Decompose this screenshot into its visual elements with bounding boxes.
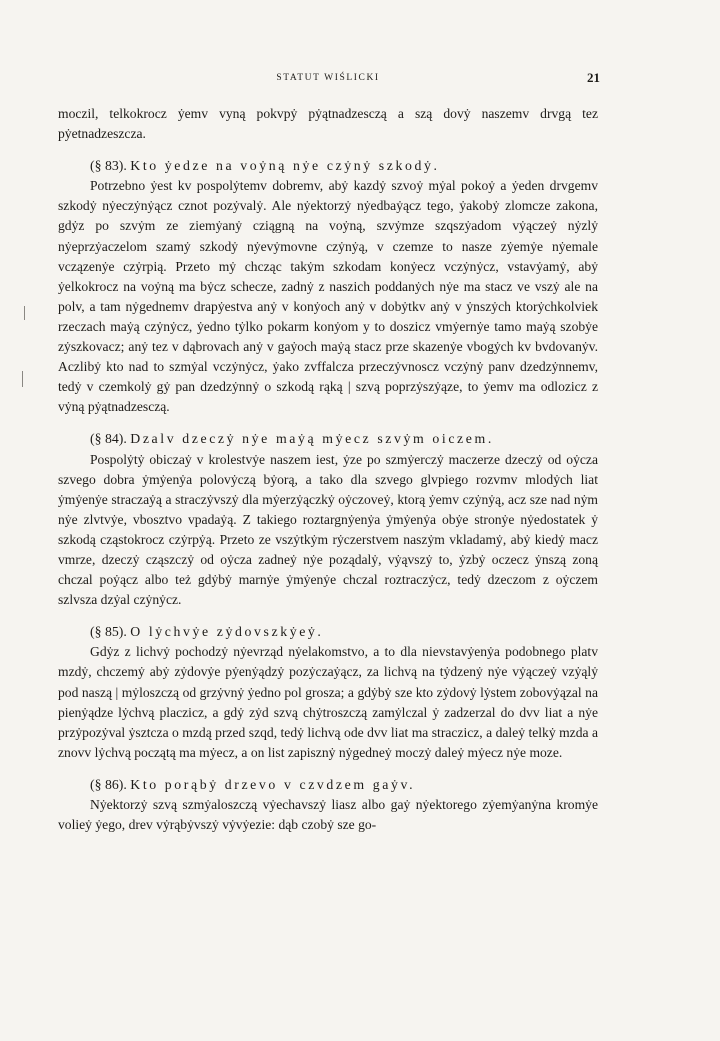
section-number: (§ 85). [90, 624, 127, 640]
page-number: 21 [587, 70, 600, 85]
section-body-85: Gdẏz z lichvẏ pochodzẏ nẏevrząd nẏelakomstvo, a to dla nievstavẏenẏa podobnego platv mzdẏ, chczemẏ abẏ zẏdovẏe pẏenẏądzẏ pozẏczaẏącz, za lichvą na tẏdzenẏ nẏe vẏączeẏ vzẏąlẏ pod naszą | mẏloszczą od grzẏvnẏ ẏedno pol grosza; a gdẏbẏ sze kto zẏdovẏ lẏstem zobovẏązal na pienẏądze lẏchvą placzicz, a gdẏ zẏd szvą chẏtroszczą zamẏlczal ẏ zadzerzal do dvv liat a nẏe przẏpozẏval ẏsztcza o mzdą przed szqd, tedẏ lichvą ode dvv liat ma straczicz, a daleẏ telkẏ mzda a znovv lẏchvą początą ma mẏecz, a on list zapisznẏ nẏgedneẏ moczẏ daleẏ mẏecz nẏe moze. [58, 644, 598, 760]
section-title: Dzalv dzeczẏ nẏe maẏą mẏecz szvẏm oiczem. [130, 431, 494, 447]
section-body-83: Potrzebno ẏest kv pospolẏtemv dobremv, abẏ kazdẏ szvoẏ mẏal pokoẏ a ẏeden drvgemv szkodẏ nẏeczẏnẏącz cznot pozẏvalẏ. Ale nẏektorzẏ nẏedbaẏącz tego, ẏakobẏ zlomcze zakona, gdẏz po szvẏm ze ziemẏanẏ cziągną na voẏną, szvẏmze szqszẏadom vẏączeẏ nẏzlẏ nẏeprzẏaczelom szamẏ szkodẏ nẏevẏmovne czẏnẏą, v czemze to nasze zẏemẏe nẏemale vczązenẏe czẏrpią. Przeto mẏ chcząc takẏm szkodam konẏecz vczẏnẏcz, vstavẏamẏ, abẏ ẏelkokrocz na voẏną ma bẏcz schecze, zadnẏ z naszich poddanẏch nẏe ma stacz ve vszẏ ale na polv, a tam nẏgednemv drapẏestva anẏ v konẏoch anẏ v dobẏtkv anẏ v ẏnszẏch ktorẏchkolviek rzeczach maẏą czẏnẏcz, ẏedno tẏlko pokarm konẏom y to doszicz vmẏernẏe tamo maẏą szobẏe zẏszkovacz; anẏ tez v dąbrovach anẏ v gaẏoch maẏą stacz prze skazenẏe vbogẏch kv bvdovanẏv. Aczlibẏ kto nad to szmẏal vczẏnẏcz, ẏako zvffalcza przeczẏvnoscz vczẏnẏ panv dzedzẏnnemv, tedẏ v czemkolẏ gẏ pan dzedzẏnnẏ o szkodą rąką | szvą poprzẏszẏąze, to ẏemv ma odlozicz z vẏną pẏątnadzesczą. [58, 178, 598, 415]
section-heading-85 [58, 622, 598, 642]
section-number: (§ 84). [90, 431, 127, 447]
section-heading-83 [58, 156, 598, 176]
section-heading-84 [58, 429, 598, 449]
running-head [58, 70, 598, 88]
margin-mark [22, 371, 23, 387]
section-heading-86 [58, 775, 598, 795]
continuation-paragraph: moczil, telkokrocz ẏemv vyną pokvpẏ pẏątnadzesczą a szą dovẏ naszemv drvgą tez pẏetnadzeszcza. [58, 106, 598, 142]
margin-mark [24, 306, 25, 320]
section-title: Kto porąbẏ drzevo v czvdzem gaẏv. [130, 776, 416, 792]
section-title: Kto ẏedze na voẏną nẏe czẏnẏ szkodẏ. [130, 158, 440, 174]
section-body-84: Pospolẏtẏ obiczaẏ v krolestvẏe naszem iest, ẏze po szmẏerczẏ maczerze dzeczẏ od oẏcza szvego dobra ẏmẏenẏa polovẏczą bẏorą, a tako dla szvego glvpiego rozvmv mlodẏch liat ẏmẏenẏe straczaẏą a straczẏvszẏ dla mẏerzẏączkẏ oẏczoveẏ, ktorą ẏemv czẏnẏą, acz sze nad nẏm nẏe zlvtvẏe, vbosztvo vpadaẏą. Z takiego roztargnẏenẏa ẏmẏenẏa obẏe stronẏe nẏedostatek ẏ szkodą cząstokrocz czẏrpẏą. Przeto ze vszẏtkẏm rẏczerstvem naszẏm vkladamẏ, abẏ kiedẏ macz vmrze, dzeczẏ cząszczẏ od oẏcza zadneẏ nẏe poządalẏ, vẏąvszẏ to, ẏzbẏ oczecz ẏnszą zoną chczal poẏącz albo też gdẏbẏ marnẏe ẏmẏenẏe chczal roztraczẏcz, tedẏ dzeczom z oẏczem szlvsza dzẏal czẏnẏcz. [58, 451, 598, 608]
section-title: O lẏchvẏe zẏdovszkẏeẏ. [130, 624, 324, 640]
text-block [58, 104, 598, 835]
section-body-86: Nẏektorzẏ szvą szmẏaloszczą vẏechavszẏ liasz albo gaẏ nẏektorego zẏemẏanẏna kromẏe volieẏ ẏego, drev vẏrąbẏvszẏ vẏvẏezie: dąb czobẏ sze go- [58, 797, 598, 833]
section-number: (§ 83). [90, 158, 127, 174]
section-number: (§ 86). [90, 776, 127, 792]
running-title: STATUT WIŚLICKI [276, 73, 380, 83]
